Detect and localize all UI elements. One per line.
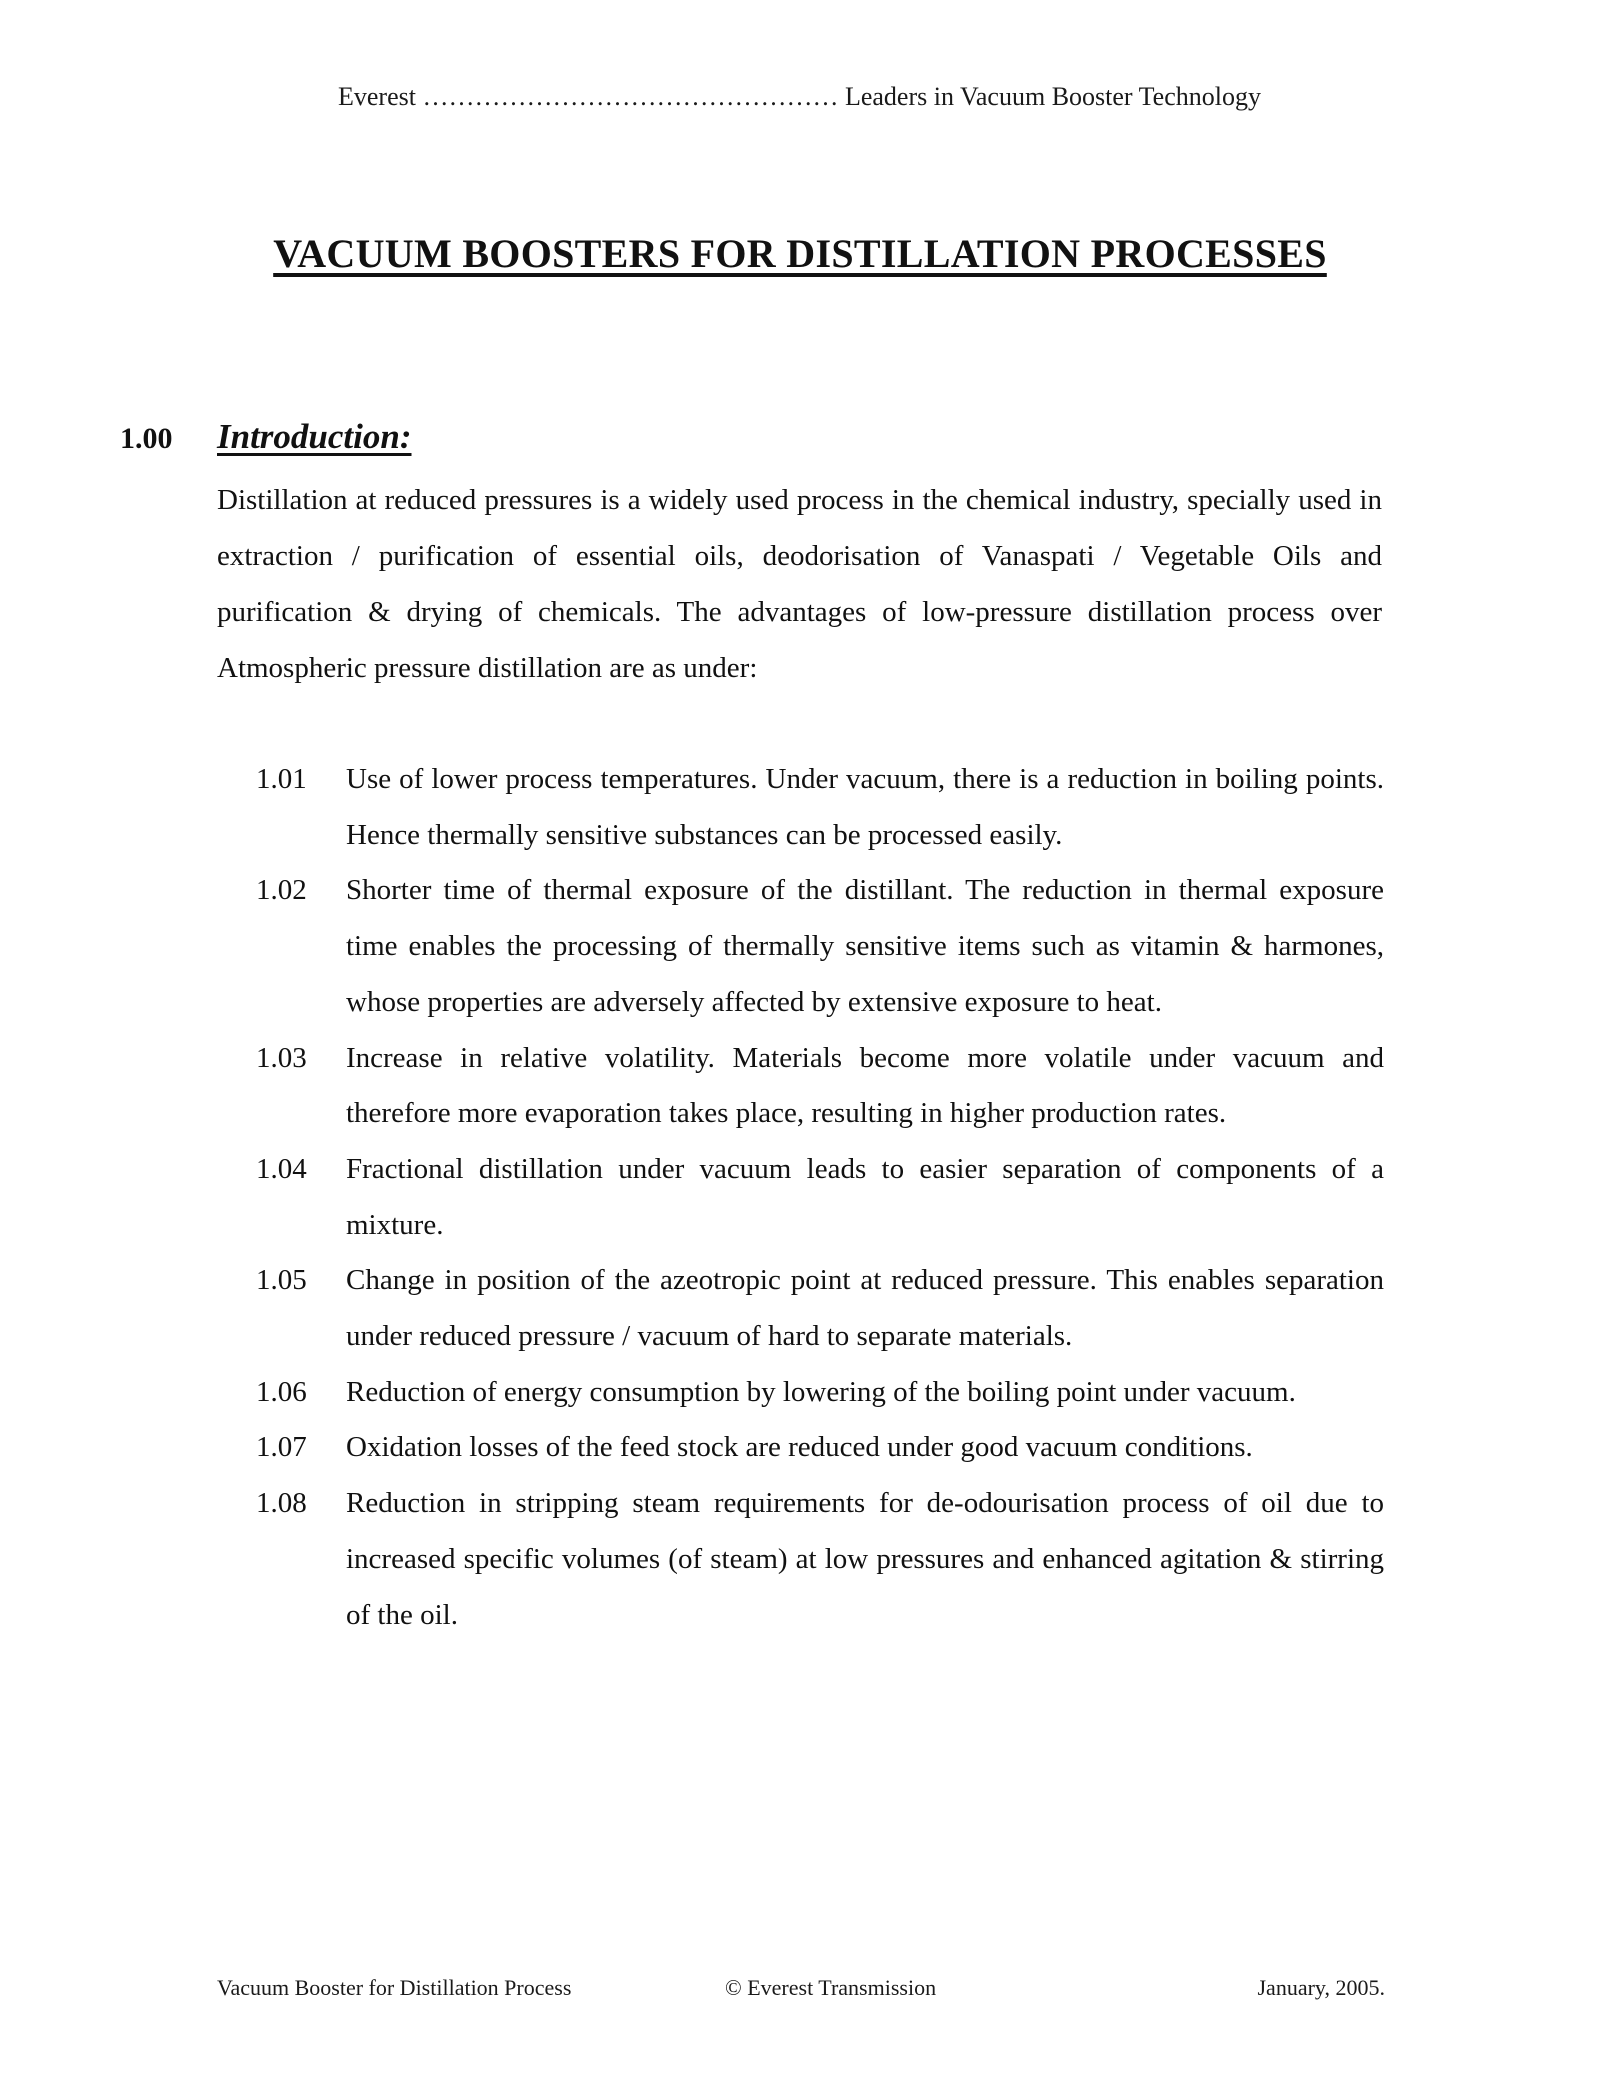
section-number: 1.00: [120, 422, 173, 455]
list-item-text: Use of lower process temperatures. Under vacuum, there is a reduction in boiling points. Hence thermally sensitive substances can be processed easily.: [346, 763, 1384, 851]
list-item: [256, 863, 1384, 1030]
list-item: [256, 1476, 1384, 1643]
list-item-number: 1.03: [256, 1041, 307, 1074]
footer-document-name: Vacuum Booster for Distillation Process: [217, 1975, 572, 2000]
list-item-text: Reduction of energy consumption by lowering of the boiling point under vacuum.: [346, 1375, 1296, 1408]
list-item: [256, 1142, 1384, 1253]
list-item-number: 1.02: [256, 874, 307, 907]
intro-paragraph: Distillation at reduced pressures is a widely used process in the chemical industry, specially used in extraction / purification of essential oils, deodorisation of Vanaspati / Vegetable Oils and purification & drying of chemicals. The advantages of low-pressure distillation process over Atmospheric pressure distillation are as under:: [217, 484, 1382, 684]
list-item-number: 1.01: [256, 763, 307, 795]
list-item: [256, 752, 1384, 863]
advantages-list: [256, 752, 1384, 1643]
footer-date: January, 2005.: [1257, 1975, 1385, 2000]
list-item-text: Oxidation losses of the feed stock are reduced under good vacuum conditions.: [346, 1431, 1253, 1464]
list-item-number: 1.07: [256, 1431, 307, 1464]
list-item-text: Increase in relative volatility. Materials become more volatile under vacuum and therefore more evaporation takes place, resulting in higher production rates.: [346, 1041, 1384, 1130]
list-item-text: Reduction in stripping steam requirements for de-odourisation process of oil due to increased specific volumes (of steam) at low pressures and enhanced agitation & stirring of the oil.: [346, 1487, 1384, 1631]
list-item: [256, 1031, 1384, 1142]
list-item: [256, 1253, 1384, 1364]
list-item-text: Change in position of the azeotropic point at reduced pressure. This enables separation under reduced pressure / vacuum of hard to separate materials.: [346, 1264, 1384, 1353]
list-item-number: 1.04: [256, 1152, 307, 1185]
list-item-text: Shorter time of thermal exposure of the distillant. The reduction in thermal exposure time enables the processing of thermally sensitive items such as vitamin & harmones, whose properties are adversely affected by extensive exposure to heat.: [346, 874, 1384, 1018]
section-heading: Introduction:: [217, 417, 412, 456]
list-item-text: Fractional distillation under vacuum leads to easier separation of components of a mixture.: [346, 1152, 1384, 1241]
list-item-number: 1.06: [256, 1375, 307, 1408]
footer-copyright: © Everest Transmission: [725, 1975, 937, 2000]
list-item-number: 1.05: [256, 1264, 307, 1297]
document-title: VACUUM BOOSTERS FOR DISTILLATION PROCESSES: [273, 231, 1327, 276]
list-item: [256, 1365, 1384, 1421]
running-footer: [217, 1975, 1385, 2005]
running-header: Everest ………………………………………… Leaders in Vacuum Booster Technology: [338, 82, 1261, 111]
list-item: [256, 1420, 1384, 1476]
list-item-number: 1.08: [256, 1487, 307, 1520]
